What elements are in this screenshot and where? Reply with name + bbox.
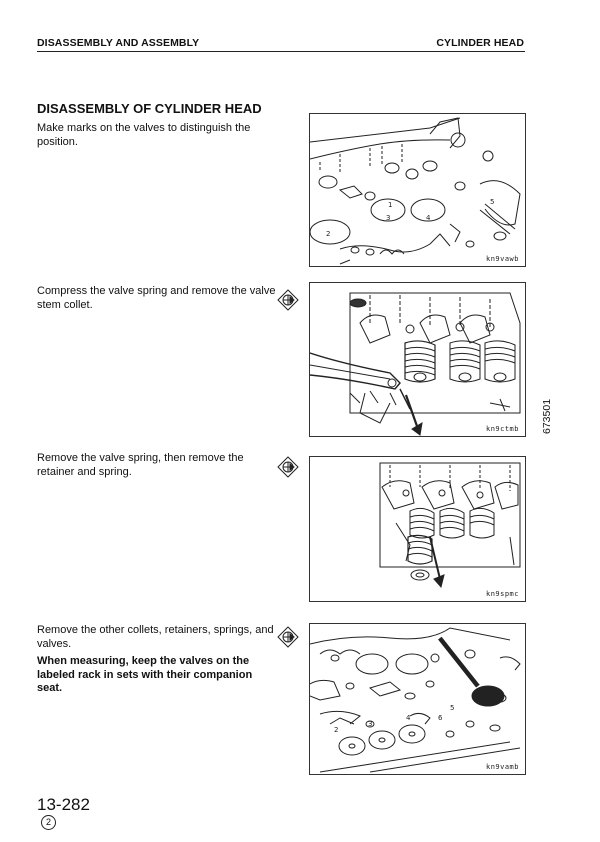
figure-3-code: kn9spmc	[485, 590, 519, 598]
step-4-text: Remove the other collets, retainers, springs, and valves.	[37, 624, 274, 650]
revision-mark: 2	[41, 815, 56, 830]
fig4-number-3: 3	[368, 720, 373, 728]
step-2-text: Compress the valve spring and remove the valve stem collet.	[37, 285, 276, 311]
fig1-number-2: 2	[326, 230, 331, 238]
special-tool-icon	[276, 625, 300, 649]
figure-1	[309, 113, 526, 267]
header-right-title: CYLINDER HEAD	[436, 37, 524, 49]
figure-4	[309, 623, 526, 775]
special-tool-icon	[276, 288, 300, 312]
fig1-number-1: 1	[388, 201, 393, 209]
figure-3-drawing	[310, 457, 526, 602]
fig1-number-3: 3	[386, 214, 391, 222]
figure-2	[309, 282, 526, 437]
header-left-title: DISASSEMBLY AND ASSEMBLY	[37, 37, 200, 49]
step-3-text: Remove the valve spring, then remove the retainer and spring.	[37, 452, 244, 478]
fig4-number-4: 4	[406, 714, 411, 722]
figure-2-code: kn9ctmb	[485, 425, 519, 433]
fig4-number-5: 5	[450, 704, 455, 712]
page-number: 13-282	[37, 795, 90, 814]
figure-3	[309, 456, 526, 602]
figure-4-drawing	[310, 624, 526, 775]
step-4-note: When measuring, keep the valves on the labeled rack in sets with their companion seat.	[37, 655, 253, 694]
figure-1-code: kn9vawb	[485, 255, 519, 263]
fig4-number-2: 2	[334, 726, 339, 734]
figure-1-drawing	[310, 114, 526, 267]
fig1-number-5: 5	[490, 198, 495, 206]
step-1-text: Make marks on the valves to distinguish the position.	[37, 122, 251, 148]
fig4-number-6: 6	[438, 714, 443, 722]
figure-2-drawing	[310, 283, 526, 437]
section-title: DISASSEMBLY OF CYLINDER HEAD	[37, 101, 262, 116]
special-tool-icon	[276, 455, 300, 479]
side-document-code: 673501	[541, 398, 553, 434]
figure-4-code: kn9vamb	[485, 763, 519, 771]
fig1-number-4: 4	[426, 214, 431, 222]
header-rule	[37, 51, 525, 52]
